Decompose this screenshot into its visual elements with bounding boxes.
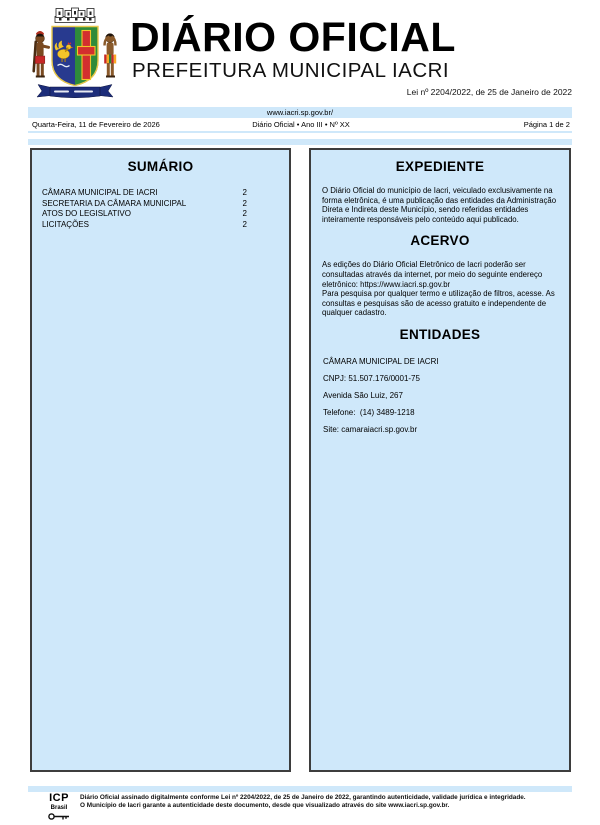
divider-line — [28, 131, 572, 133]
toc-entry-page: 2 — [242, 198, 247, 208]
list-item — [42, 220, 247, 231]
info-panel — [309, 148, 571, 772]
icp-brasil-logo — [38, 793, 80, 821]
page-subtitle: PREFEITURA MUNICIPAL IACRI — [132, 59, 450, 82]
entity-name: CÂMARA MUNICIPAL DE IACRI — [323, 356, 439, 366]
signature-note-line-1: Diário Oficial assinado digitalmente conforme Lei nº 2204/2022, de 25 de Janeiro de 2022, garantindo autenticidade, validade jurídica e integridade. — [80, 794, 526, 801]
entidades-title: ENTIDADES — [399, 326, 481, 342]
toc-entry-label: ATOS DO LEGISLATIVO — [42, 209, 131, 218]
entity-phone: Telefone: (14) 3489-1218 — [323, 407, 415, 417]
toc-entry-label: SECRETARIA DA CÂMARA MUNICIPAL — [42, 198, 187, 208]
expediente-title: EXPEDIENTE — [395, 159, 485, 174]
signature-note — [80, 794, 558, 809]
summary-list — [32, 188, 289, 230]
icp-brasil-label: Brasil — [50, 805, 68, 811]
edition-info-row — [28, 118, 572, 130]
summary-panel — [30, 148, 291, 772]
edition-date: Quarta-Feira, 11 de Fevereiro de 2026 — [32, 119, 160, 129]
toc-entry-label: CÂMARA MUNICIPAL DE IACRI — [42, 188, 158, 197]
edition-number: Diário Oficial • Ano III • Nº XX — [252, 119, 350, 129]
list-item — [42, 199, 247, 210]
list-item — [42, 188, 247, 199]
entity-site: Site: camaraiacri.sp.gov.br — [323, 424, 418, 434]
entity-address: Avenida São Luiz, 267 — [323, 390, 403, 400]
iacri-coat-of-arms-icon — [26, 5, 124, 104]
website-bar: www.iacri.sp.gov.br/ — [28, 107, 572, 118]
summary-title: SUMÁRIO — [127, 159, 194, 174]
acervo-title: ACERVO — [410, 233, 470, 249]
acervo-body-2: Para pesquisa por qualquer termo e utilização de filtros, acesse. As consultas e pesquisas são de acesso gratuito e independente de qualquer cadastro. — [322, 289, 555, 318]
list-item — [42, 209, 247, 220]
expediente-body: O Diário Oficial do município de Iacri, veiculado exclusivamente na forma eletrônica, é uma publicação das entidades da Administração Direta e Indireta deste Município, sendo referidas entidades inteiramente responsáveis pelo conteúdo aqui publicado. — [322, 186, 557, 224]
page-indicator: Página 1 de 2 — [523, 119, 570, 129]
icp-label: ICP — [49, 792, 69, 804]
signature-note-line-2: O Município de Iacri garante a autenticidade deste documento, desde que visualizado através do site www.iacri.sp.gov.br. — [80, 801, 450, 809]
key-icon — [47, 812, 71, 821]
acervo-body-1: As edições do Diário Oficial Eletrônico de Iacri poderão ser consultadas através da internet, por meio do seguinte endereço eletrônico: https://www.iacri.sp.gov.br — [322, 260, 543, 289]
toc-entry-page: 2 — [242, 188, 247, 197]
toc-entry-page: 2 — [242, 219, 247, 229]
law-reference: Lei nº 2204/2022, de 25 de Janeiro de 2022 — [406, 87, 572, 97]
toc-entry-label: LICITAÇÕES — [42, 219, 89, 229]
toc-entry-page: 2 — [242, 209, 247, 218]
divider-strip — [28, 139, 572, 145]
entity-cnpj: CNPJ: 51.507.176/0001-75 — [323, 373, 420, 383]
footer-strip — [28, 786, 572, 792]
page-title: DIÁRIO OFICIAL — [130, 14, 456, 60]
